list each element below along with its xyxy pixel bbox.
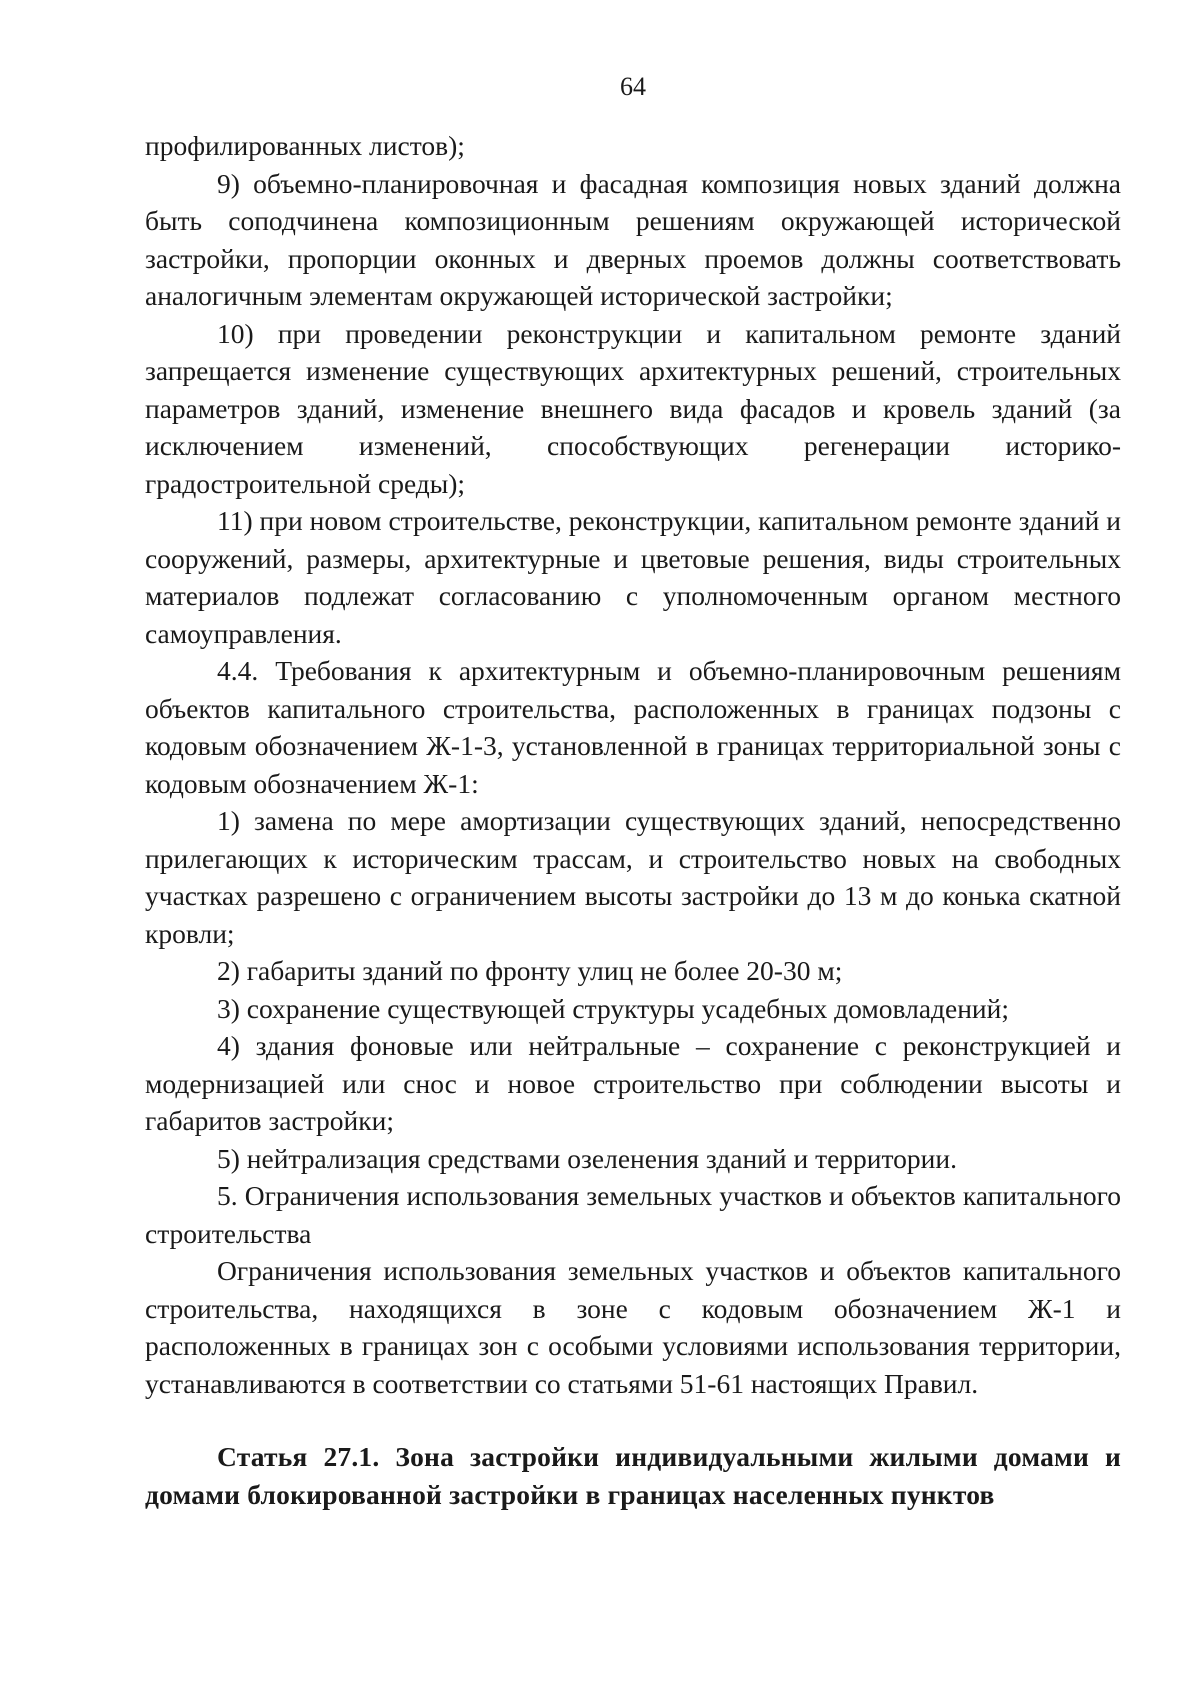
page-number: 64	[620, 72, 646, 101]
article-heading: Статья 27.1. Зона застройки индивидуальными жилыми домами и домами блокированной застройки в границах населенных пунктов	[145, 1441, 1121, 1510]
paragraph-item-4: 4) здания фоновые или нейтральные – сохранение с реконструкцией и модернизацией или снос и новое строительство при соблюдении высоты и габаритов застройки;	[145, 1030, 1121, 1136]
document-body	[145, 127, 1121, 1513]
paragraph-item-9: 9) объемно-планировочная и фасадная композиция новых зданий должна быть соподчинена композиционным решениям окружающей исторической застройки, пропорции оконных и дверных проемов должны соответствовать аналогичным элементам окружающей исторической застройки;	[145, 167, 1121, 311]
paragraph-continuation: профилированных листов);	[145, 130, 465, 161]
paragraph-item-11: 11) при новом строительстве, реконструкции, капитальном ремонте зданий и сооружений, размеры, архитектурные и цветовые решения, виды строительных материалов подлежат согласованию с уполномоченным органом местного самоуправления.	[145, 505, 1121, 649]
paragraph-item-1: 1) замена по мере амортизации существующих зданий, непосредственно прилегающих к историческим трассам, и строительство новых на свободных участках разрешено с ограничением высоты застройки до 13 м до конька скатной кровли;	[145, 805, 1121, 949]
paragraph-restrictions: Ограничения использования земельных участков и объектов капитального строительства, находящихся в зоне с кодовым обозначением Ж-1 и расположенных в границах зон с особыми условиями использования территории, устанавливаются в соответствии со статьями 51-61 настоящих Правил.	[145, 1255, 1121, 1399]
paragraph-section-5: 5. Ограничения использования земельных участков и объектов капитального строительства	[145, 1180, 1121, 1249]
paragraph-item-10: 10) при проведении реконструкции и капитальном ремонте зданий запрещается изменение существующих архитектурных решений, строительных параметров зданий, изменение внешнего вида фасадов и кровель зданий (за исключением изменений, способствующих регенерации историко-градостроительной среды);	[145, 317, 1121, 499]
paragraph-item-3: 3) сохранение существующей структуры усадебных домовладений;	[217, 992, 1010, 1024]
paragraph-item-5: 5) нейтрализация средствами озеленения зданий и территории.	[217, 1142, 957, 1174]
paragraph-section-4-4: 4.4. Требования к архитектурным и объемно-планировочным решениям объектов капитального строительства, расположенных в границах подзоны с кодовым обозначением Ж-1-3, установленной в границах территориальной зоны с кодовым обозначением Ж-1:	[145, 655, 1121, 799]
section-spacer	[145, 1402, 1121, 1438]
paragraph-item-2: 2) габариты зданий по фронту улиц не более 20-30 м;	[217, 955, 843, 986]
